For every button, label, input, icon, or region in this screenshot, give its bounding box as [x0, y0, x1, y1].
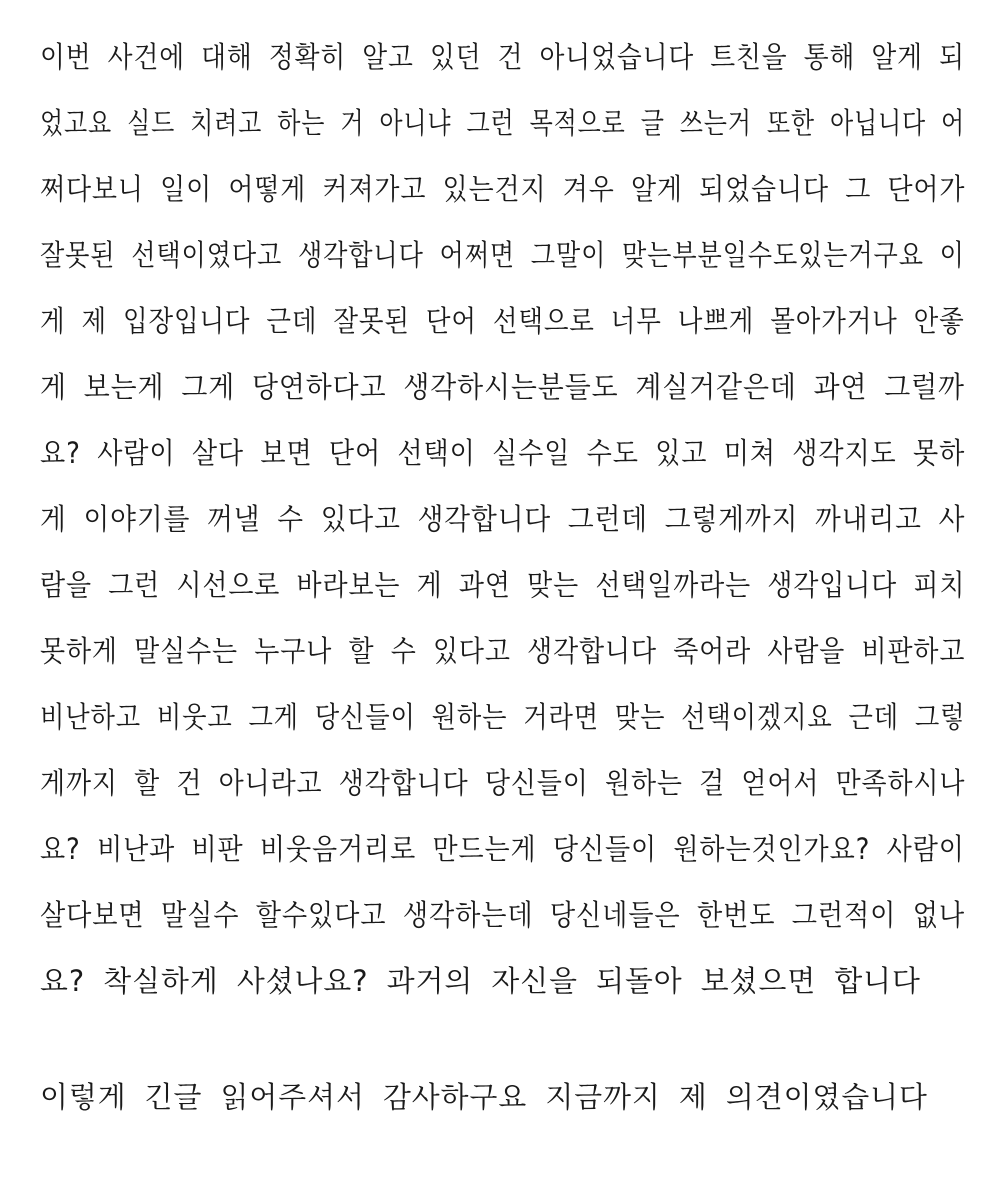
- note-line-13: 요? 비난과 비판 비웃음거리로 만드는게 당신들이 원하는것인가요? 사람이: [40, 832, 965, 866]
- note-line-5: 게 제 입장입니다 근데 잘못된 단어 선택으로 너무 나쁘게 몰아가거나 안좋: [40, 304, 965, 338]
- closing-line: 이렇게 긴글 읽어주셔서 감사하구요 지금까지 제 의견이였습니다: [40, 1080, 928, 1114]
- note-line-1: 이번 사건에 대해 정확히 알고 있던 건 아니었습니다 트친을 통해 알게 되: [40, 40, 965, 74]
- note-line-15: 요? 착실하게 사셨나요? 과거의 자신을 되돌아 보셨으면 합니다: [40, 964, 921, 998]
- note-line-11: 비난하고 비웃고 그게 당신들이 원하는 거라면 맞는 선택이겠지요 근데 그렇: [40, 700, 966, 734]
- note-line-14: 살다보면 말실수 할수있다고 생각하는데 당신네들은 한번도 그런적이 없나: [40, 898, 965, 932]
- handwritten-note: [40, 24, 970, 1130]
- note-line-2: 었고요 실드 치려고 하는 거 아니냐 그런 목적으로 글 쓰는거 또한 아닙니다 어: [40, 106, 966, 140]
- note-line-10: 못하게 말실수는 누구나 할 수 있다고 생각합니다 죽어라 사람을 비판하고: [40, 634, 966, 668]
- note-line-6: 게 보는게 그게 당연하다고 생각하시는분들도 계실거같은데 과연 그럴까: [40, 370, 965, 404]
- paragraph-gap: [40, 1014, 970, 1064]
- note-line-12: 게까지 할 건 아니라고 생각합니다 당신들이 원하는 걸 얻어서 만족하시나: [40, 766, 966, 800]
- note-line-4: 잘못된 선택이였다고 생각합니다 어쩌면 그말이 맞는부분일수도있는거구요 이: [40, 238, 965, 272]
- note-line-3: 쩌다보니 일이 어떻게 커져가고 있는건지 겨우 알게 되었습니다 그 단어가: [40, 172, 966, 206]
- note-line-9: 람을 그런 시선으로 바라보는 게 과연 맞는 선택일까라는 생각입니다 피치: [40, 568, 966, 602]
- note-line-7: 요? 사람이 살다 보면 단어 선택이 실수일 수도 있고 미쳐 생각지도 못하: [40, 436, 966, 470]
- note-line-8: 게 이야기를 꺼낼 수 있다고 생각합니다 그런데 그렇게까지 까내리고 사: [40, 502, 966, 536]
